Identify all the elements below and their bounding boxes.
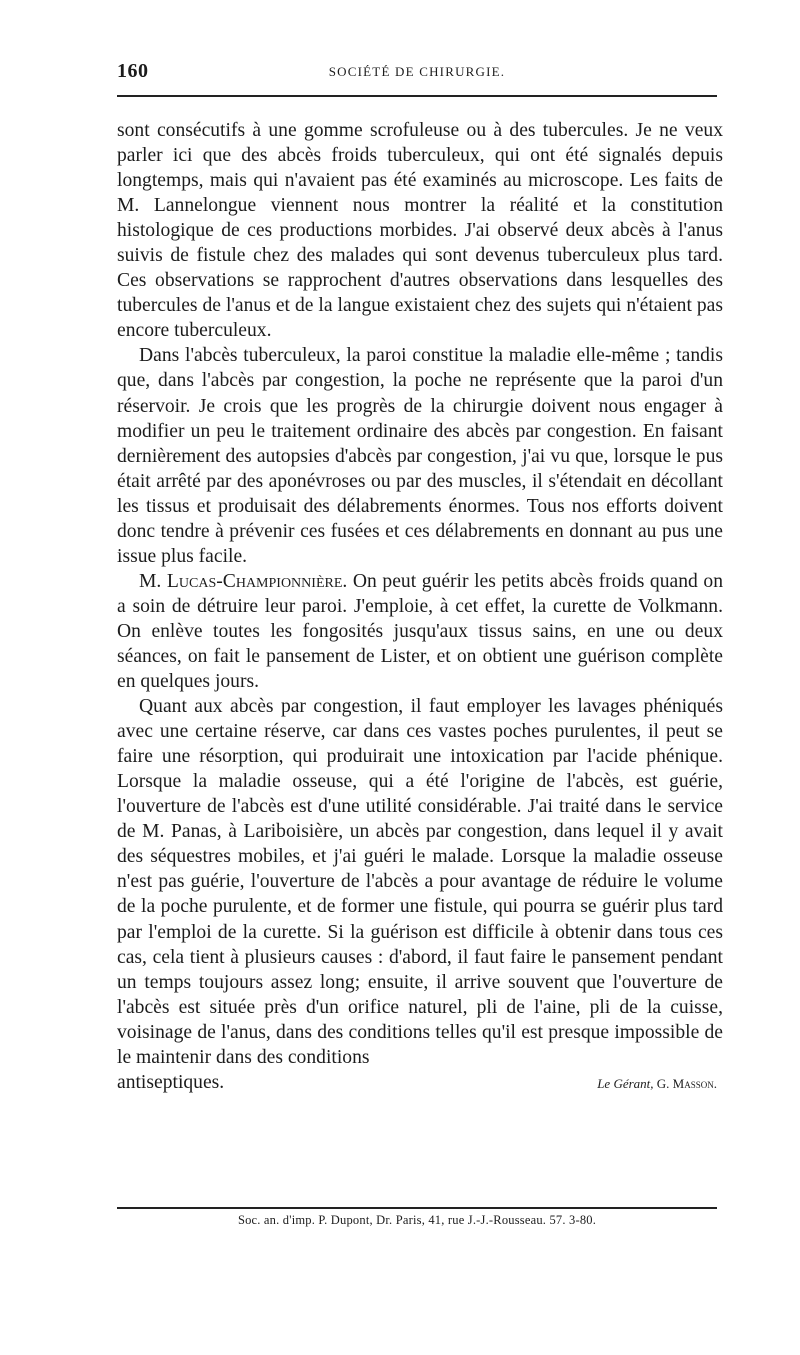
paragraph-2: Dans l'abcès tuberculeux, la paroi constitue la maladie elle-même ; tandis que, dans l'abcès par congestion, la poche ne représente que la paroi d'un réservoir. Je crois que les progrès de la chirurgie doivent nous engager à modifier un peu le traitement ordinaire des abcès par congestion. En faisant dernièrement des autopsies d'abcès par congestion, j'ai vu que, lorsque le pus était arrêté par des aponévroses ou par des muscles, il s'étendait en décollant les tissus et produisait des délabrements énormes. Tous nos efforts doivent donc tendre à prévenir ces fusées et ces délabrements en donnant au pus une issue plus facile. [117, 345, 723, 567]
header-rule [117, 95, 717, 97]
closing-line [117, 1070, 723, 1096]
managing-editor-signature [597, 1071, 723, 1096]
paragraph-4 [117, 694, 723, 1070]
page-number: 160 [117, 60, 149, 82]
paragraph-3-text: . On peut guérir les petits abcès froids quand on a soin de détruire leur paroi. J'emploie, à cet effet, la curette de Volkmann. On enlève toutes les fongosités jusqu'aux tissus sains, en une ou deux séances, on fait le pansement de Lister, et on obtient une guérison complète en quelques jours. [117, 570, 723, 693]
speaker-name: Lucas-Championnière [166, 570, 343, 592]
printer-imprint: Soc. an. d'imp. P. Dupont, Dr. Paris, 41, rue J.-J.-Rousseau. 57. 3-80. [237, 1213, 597, 1227]
article-body [117, 118, 723, 1096]
journal-title: SOCIÉTÉ DE CHIRURGIE. [328, 64, 506, 79]
signature-label: Le Gérant, [597, 1075, 654, 1091]
paragraph-1: sont consécutifs à une gomme scrofuleuse ou à des tubercules. Je ne veux parler ici que des abcès froids tuberculeux, qui ont été signalés depuis longtemps, mais qui n'avaient pas été examinés au microscope. Les faits de M. Lannelongue viennent nous montrer la réalité et la constitution histologique de ces productions morbides. J'ai observé deux abcès à l'anus suivis de fistule chez des malades qui sont devenus tuberculeux plus tard. Ces observations se rapprochent d'autres observations dans lesquelles des tubercules de l'anus et de la langue existaient chez des sujets qui n'étaient pas encore tuberculeux. [117, 120, 723, 342]
paragraph-4-text: Quant aux abcès par congestion, il faut employer les lavages phéniqués avec une certaine réserve, car dans ces vastes poches purulentes, il peut se faire une résorption, qui produirait une intoxication par l'acide phénique. Lorsque la maladie osseuse, qui a été l'origine de l'abcès, est guérie, l'ouverture de l'abcès est d'une utilité considérable. J'ai traité dans le service de M. Panas, à Lariboisière, un abcès par congestion, dans lequel il y avait des séquestres mobiles, et j'ai guéri le malade. Lorsque la maladie osseuse n'est pas guérie, l'ouverture de l'abcès a pour avantage de réduire le volume de la poche purulente, et de former une fistule, qui pourra se guérir plus tard par l'emploi de la curette. Si la guérison est difficile à obtenir dans tous ces cas, cela tient à plusieurs causes : d'abord, il faut faire le pansement pendant un temps toujours assez long; ensuite, il arrive souvent que l'ouverture de l'abcès est située près d'un orifice naturel, pli de l'aine, pli de la cuisse, voisinage de l'anus, dans des conditions telles qu'il est presque impossible de le maintenir dans des conditions [117, 696, 723, 1068]
paragraph-3 [117, 569, 723, 694]
running-head [117, 60, 717, 88]
speaker-prefix: M. [139, 570, 167, 592]
signature-name: G. Masson. [656, 1075, 717, 1091]
footer-rule [117, 1207, 717, 1209]
paragraph-4-tail: antiseptiques. [117, 1071, 225, 1093]
